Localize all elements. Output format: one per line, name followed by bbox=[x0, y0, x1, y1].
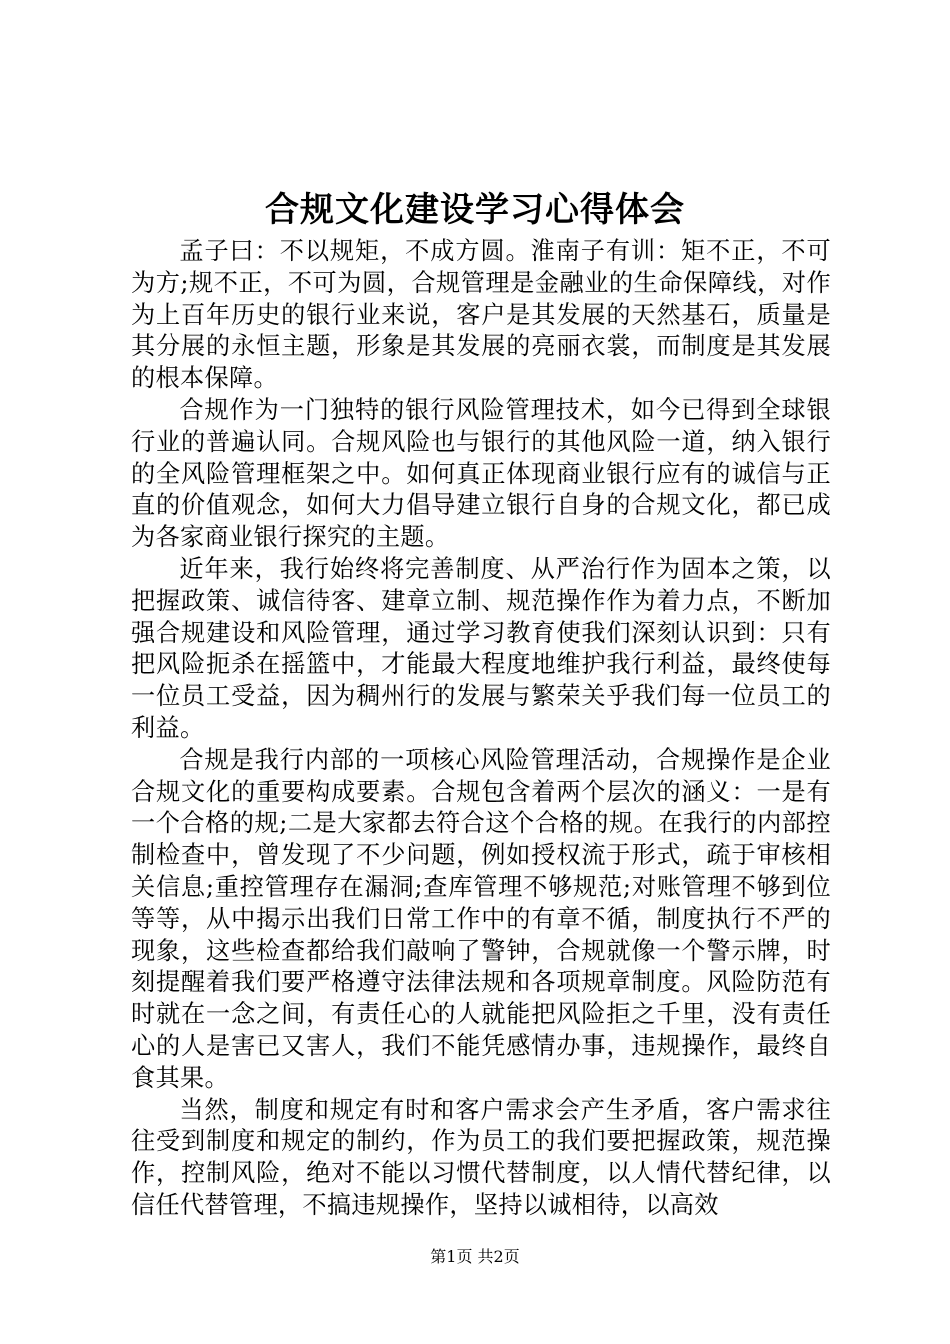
page-number-footer: 第1页 共2页 bbox=[430, 1247, 520, 1266]
paragraph: 合规是我行内部的一项核心风险管理活动，合规操作是企业合规文化的重要构成要素。合规包含着两个层次的涵义：一是有一个合格的规;二是大家都去符合这个合格的规。在我行的内部控制检查中，曾发现了不少问题，例如授权流于形式，疏于审核相关信息;重控管理存在漏洞;查库管理不够规范;对账管理不够到位等等，从中揭示出我们日常工作中的有章不循，制度执行不严的现象，这些检查都给我们敲响了警钟，合规就像一个警示牌，时刻提醒着我们要严格遵守法律法规和各项规章制度。风险防范有时就在一念之间，有责任心的人就能把风险拒之千里，没有责任心的人是害已又害人，我们不能凭感情办事，违规操作，最终自食其果。 bbox=[131, 745, 831, 1092]
document-body bbox=[131, 236, 831, 1222]
document-title: 合规文化建设学习心得体会 bbox=[265, 190, 685, 230]
paragraph: 合规作为一门独特的银行风险管理技术，如今已得到全球银行业的普遍认同。合规风险也与银行的其他风险一道，纳入银行的全风险管理框架之中。如何真正体现商业银行应有的诚信与正直的价值观念，如何大力倡导建立银行自身的合规文化，都已成为各家商业银行探究的主题。 bbox=[131, 395, 831, 552]
paragraph: 近年来，我行始终将完善制度、从严治行作为固本之策，以把握政策、诚信待客、建章立制、规范操作作为着力点，不断加强合规建设和风险管理，通过学习教育使我们深刻认识到：只有把风险扼杀在摇篮中，才能最大程度地维护我行利益，最终使每一位员工受益，因为稠州行的发展与繁荣关乎我们每一位员工的利益。 bbox=[131, 554, 831, 742]
paragraph: 孟子曰：不以规矩，不成方圆。淮南子有训：矩不正，不可为方;规不正，不可为圆，合规管理是金融业的生命保障线，对作为上百年历史的银行业来说，客户是其发展的天然基石，质量是其分展的永恒主题，形象是其发展的亮丽衣裳，而制度是其发展的根本保障。 bbox=[131, 237, 831, 393]
paragraph: 当然，制度和规定有时和客户需求会产生矛盾，客户需求往往受到制度和规定的制约，作为员工的我们要把握政策，规范操作，控制风险，绝对不能以习惯代替制度，以人情代替纪律，以信任代替管理，不搞违规操作，坚持以诚相待，以高效 bbox=[131, 1095, 831, 1219]
